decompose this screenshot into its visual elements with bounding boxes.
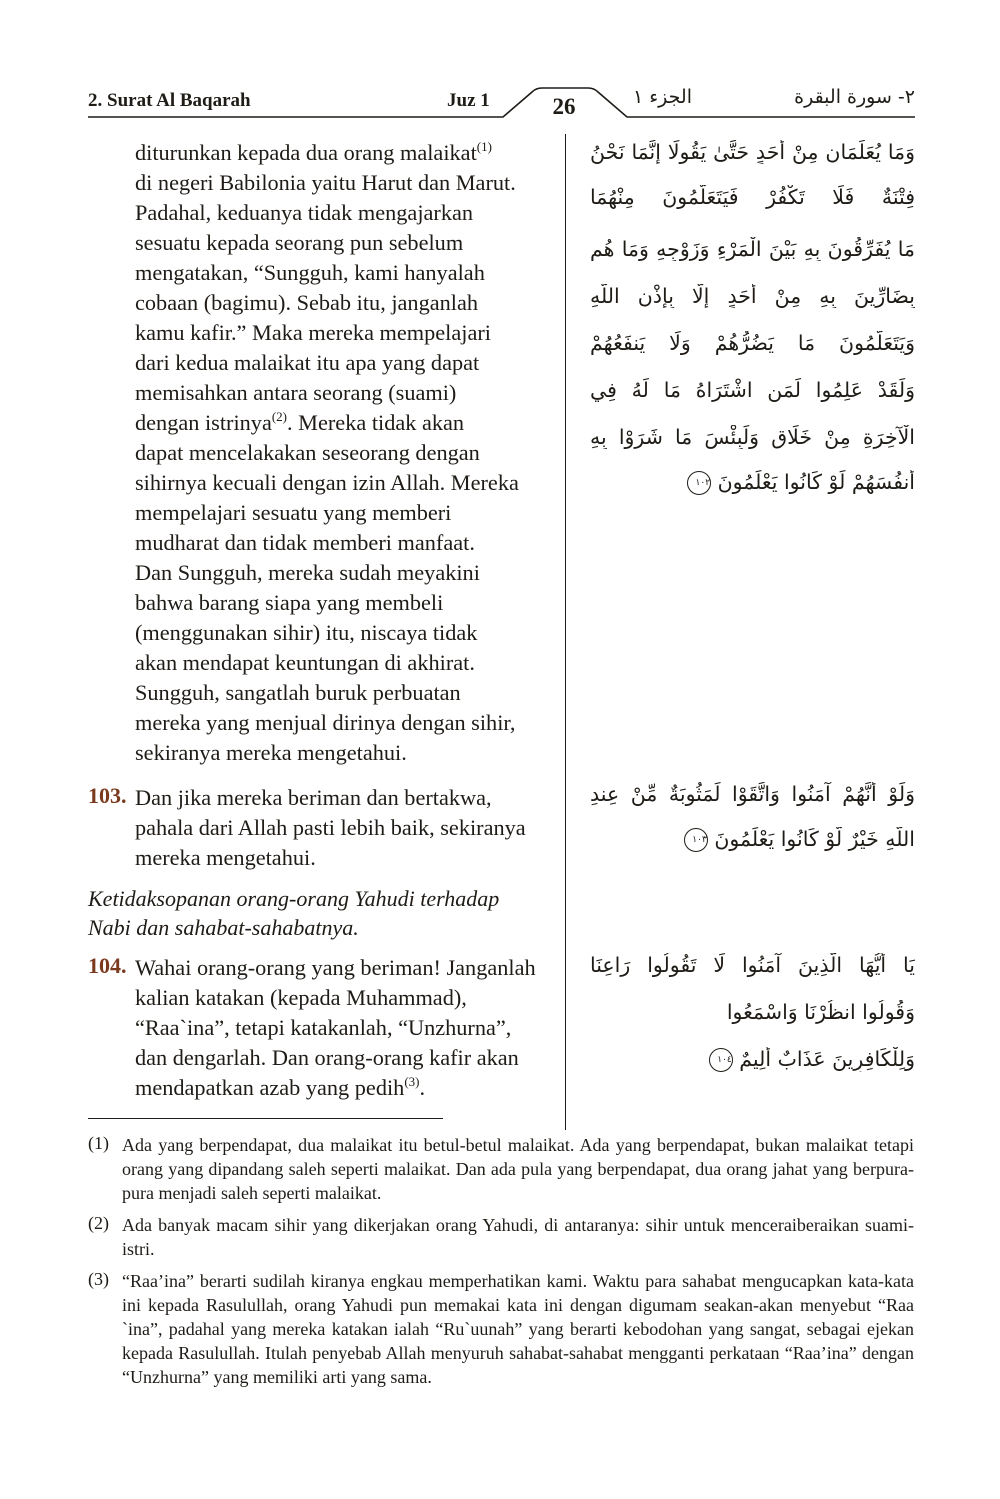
translation-line: dari kedua malaikat itu apa yang dapat <box>135 350 480 375</box>
surah-title-latin: 2. Surat Al Baqarah <box>88 90 251 111</box>
translation-line: kalian katakan (kepada Muhammad), <box>135 985 467 1010</box>
translation-line: mudharat dan tidak memberi manfaat. <box>135 530 475 555</box>
header-rule <box>0 0 1000 130</box>
translation-line: dan dengarlah. Dan orang-orang kafir akan <box>135 1045 519 1070</box>
translation-line: sesuatu kepada seorang pun sebelum <box>135 230 464 255</box>
translation-line: Dan jika mereka beriman dan bertakwa, <box>135 785 492 810</box>
translation-line: di negeri Babilonia yaitu Harut dan Marut. <box>135 170 516 195</box>
translation-line: Wahai orang-orang yang beriman! Janganlah <box>135 955 536 980</box>
juz-label-latin: Juz 1 <box>447 90 490 111</box>
ayah-end-marker: ١٠٢ <box>687 471 711 495</box>
translation-line: sihirnya kecuali dengan izin Allah. Mereka <box>135 470 519 495</box>
translation-line: dengan istrinya$^{(2)}$. Mereka tidak akan <box>135 409 465 435</box>
section-heading: Nabi dan sahabat-sahabatnya. <box>88 915 359 940</box>
arabic-line: وَيَتَعَلَّمُونَ مَا يَضُرُّهُمْ وَلَا يَنفَعُهُمْ <box>590 331 915 355</box>
ayah-end-marker: ١٠٣ <box>684 828 708 852</box>
translation-line: mempelajari sesuatu yang memberi <box>135 500 452 525</box>
translation-line: sekiranya mereka mengetahui. <box>135 740 407 765</box>
footnote-number: (1) <box>88 1133 109 1153</box>
translation-line: bahwa barang siapa yang membeli <box>135 590 444 615</box>
page-number: 26 <box>552 94 576 119</box>
column-divider <box>565 134 566 1130</box>
footnote-rule <box>88 1118 443 1119</box>
arabic-line: بِضَارِّينَ بِهِ مِنْ أَحَدٍ إِلَّا بِإِذْنِ اللَّهِ <box>590 284 915 308</box>
juz-label-arabic: الجزء ١ <box>632 86 692 108</box>
verse-number: 103. <box>88 783 127 808</box>
arabic-line: وَلَوْ أَنَّهُمْ آمَنُوا وَاتَّقَوْا لَمَثُوبَةٌ مِّنْ عِندِ <box>590 782 915 806</box>
arabic-line: يَا أَيُّهَا الَّذِينَ آمَنُوا لَا تَقُولُوا رَاعِنَا <box>590 953 915 977</box>
footnote-text: Ada banyak macam sihir yang dikerjakan orang Yahudi, di antaranya: sihir untuk menceraiberaikan suami- istri. <box>122 1215 914 1259</box>
arabic-line: وَلَقَدْ عَلِمُوا لَمَنِ اشْتَرَاهُ مَا لَهُ فِي <box>590 378 915 402</box>
translation-line: memisahkan antara seorang (suami) <box>135 380 457 405</box>
footnote-text: Ada yang berpendapat, dua malaikat itu betul-betul malaikat. Ada yang berpendapat, bukan malaikat tetapi orang yang dipandang saleh seperti malaikat. Dan ada pula yang berpendapat, dua orang jahat yang berpura-pura menjadi saleh seperti malaikat. <box>122 1135 914 1203</box>
translation-line: dapat mencelakakan seseorang dengan <box>135 440 480 465</box>
translation-line: (menggunakan sihir) itu, niscaya tidak <box>135 620 478 645</box>
arabic-line: الْآخِرَةِ مِنْ خَلَاقٍ وَلَبِئْسَ مَا شَرَوْا بِهِ <box>590 425 915 449</box>
translation-line: mereka mengetahui. <box>135 845 316 870</box>
arabic-line: فِتْنَةٌ فَلَا تَكْفُرْ فَيَتَعَلَّمُونَ مِنْهُمَا <box>590 185 915 209</box>
section-heading: Ketidaksopanan orang-orang Yahudi terhadap <box>88 886 500 911</box>
translation-line: Sungguh, sangatlah buruk perbuatan <box>135 680 461 705</box>
arabic-line: مَا يُفَرِّقُونَ بِهِ بَيْنَ الْمَرْءِ وَزَوْجِهِ وَمَا هُم <box>590 237 915 261</box>
page-header <box>0 0 1000 130</box>
footnote-text: “Raa’ina” berarti sudilah kiranya engkau memperhatikan kami. Waktu para sahabat mengucapkan kata-kata ini kepada Rasulullah, orang Yahudi pun memakai kata ini dengan digumam seakan-akan menyebut “Raa `ina”, padahal yang mereka katakan ialah “Ru`uunah” yang berarti kebodohan yang sangat, sebagai ejekan kepada Rasulullah. Itulah penyebab Allah menyuruh sahabat-sahabat mengganti perkataan “Raa’ina” dengan “Unzhurna” yang memiliki arti yang sama. <box>122 1271 914 1387</box>
verse-number: 104. <box>88 953 127 978</box>
translation-line: mengatakan, “Sungguh, kami hanyalah <box>135 260 485 285</box>
translation-line: mendapatkan azab yang pedih$^{(3)}$. <box>135 1074 426 1100</box>
footnote-number: (2) <box>88 1213 109 1233</box>
translation-line: kamu kafir.” Maka mereka mempelajari <box>135 320 491 345</box>
ayah-end-marker: ١٠٤ <box>709 1048 733 1072</box>
arabic-line: وَمَا يُعَلِّمَانِ مِنْ أَحَدٍ حَتَّىٰ يَقُولَا إِنَّمَا نَحْنُ <box>590 140 915 164</box>
arabic-line: وَقُولُوا انظُرْنَا وَاسْمَعُوا <box>726 1000 915 1024</box>
footnote-marker-3: (3) <box>404 1074 420 1089</box>
translation-line: cobaan (bagimu). Sebab itu, janganlah <box>135 290 479 315</box>
footnote-marker-1: (1) <box>476 139 492 154</box>
translation-line: akan mendapat keuntungan di akhirat. <box>135 650 475 675</box>
footnote-marker-2: (2) <box>271 409 288 424</box>
translation-line: diturunkan kepada dua orang malaikat$^{(1)}$ <box>135 139 492 165</box>
arabic-line: أَنفُسَهُمْ لَوْ كَانُوا يَعْلَمُونَ ١٠٢ <box>590 470 915 495</box>
footnote-number: (3) <box>88 1269 109 1289</box>
translation-line: pahala dari Allah pasti lebih baik, sekiranya <box>135 815 526 840</box>
translation-line: Padahal, keduanya tidak mengajarkan <box>135 200 474 225</box>
arabic-line: اللَّهِ خَيْرٌ لَّوْ كَانُوا يَعْلَمُونَ ١٠٣ <box>590 827 915 852</box>
translation-line: mereka yang menjual dirinya dengan sihir, <box>135 710 516 735</box>
translation-line: “Raa`ina”, tetapi katakanlah, “Unzhurna”, <box>135 1015 512 1040</box>
arabic-line: وَلِلْكَافِرِينَ عَذَابٌ أَلِيمٌ ١٠٤ <box>590 1047 915 1072</box>
translation-line: Dan Sungguh, mereka sudah meyakini <box>135 560 480 585</box>
surah-title-arabic: ٢- سورة البقرة <box>794 86 915 108</box>
